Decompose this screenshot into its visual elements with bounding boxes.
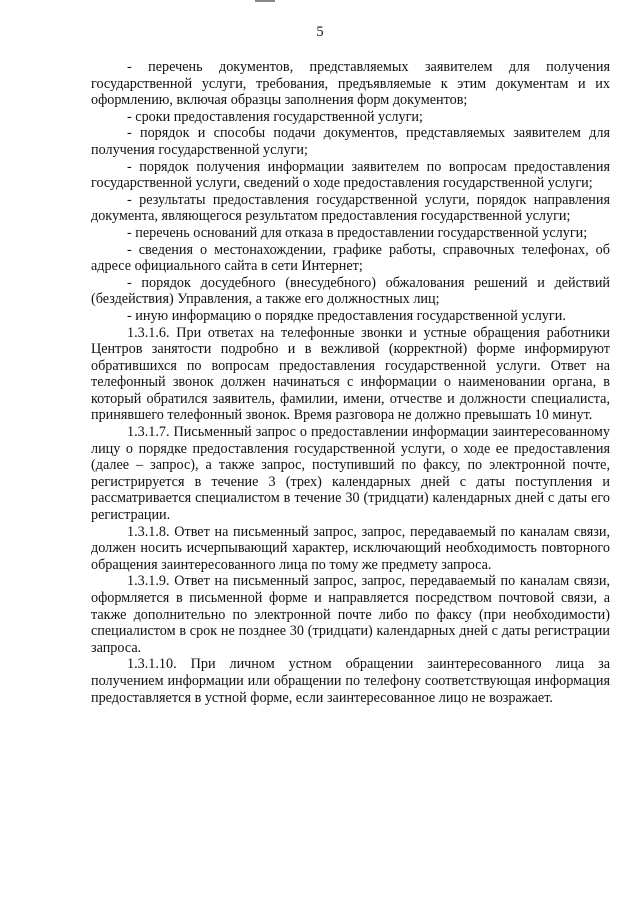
- paragraph-service-results: - результаты предоставления государственной услуги, порядок направления документа, являющегося результатом предоставления государственной услуги;: [91, 191, 610, 225]
- paragraph-submission-methods: - порядок и способы подачи документов, представляемых заявителем для получения государственной услуги;: [91, 125, 610, 158]
- top-edge-mark: [255, 0, 275, 2]
- paragraph-1-3-1-6: 1.3.1.6. При ответах на телефонные звонки и устные обращения работники Центров занятости подробно и в вежливой (корректной) форме информируют обратившихся по вопросам предоставления государственной услуги. Ответ на телефонный звонок должен начинаться с информации о наименовании органа, в который обратился заявитель, фамилии, имени, отчестве и должности специалиста, принявшего телефонный звонок. Время разговора не должно превышать 10 минут.: [91, 324, 610, 424]
- body-text: [91, 59, 610, 706]
- paragraph-information-procedure: - порядок получения информации заявителем по вопросам предоставления государственной услуги, сведений о ходе предоставления государственной услуги;: [91, 158, 610, 192]
- paragraph-1-3-1-8: 1.3.1.8. Ответ на письменный запрос, запрос, передаваемый по каналам связи, должен носить исчерпывающий характер, исключающий необходимость повторного обращения заинтересованного лица по тому же предмету запроса.: [91, 523, 610, 573]
- page-number: 5: [316, 24, 324, 40]
- paragraph-1-3-1-9: 1.3.1.9. Ответ на письменный запрос, запрос, передаваемый по каналам связи, оформляется в письменной форме и направляется посредством почтовой связи, а также дополнительно по электронной почте либо по факсу (при необходимости) специалистом в срок не позднее 30 (тридцати) календарных дней с даты регистрации запроса.: [91, 573, 610, 656]
- paragraph-contact-details: - сведения о местонахождении, графике работы, справочных телефонах, об адресе официального сайта в сети Интернет;: [91, 241, 610, 275]
- paragraph-documents-list: - перечень документов, представляемых заявителем для получения государственной услуги, требования, предъявляемые к этим документам и их оформлению, включая образцы заполнения форм документов;: [91, 59, 610, 109]
- paragraph-1-3-1-10: 1.3.1.10. При личном устном обращении заинтересованного лица за получением информации или обращении по телефону соответствующая информация предоставляется в устной форме, если заинтересованное лицо не возражает.: [91, 656, 610, 706]
- paragraph-refusal-grounds: - перечень оснований для отказа в предоставлении государственной услуги;: [127, 224, 588, 241]
- paragraph-appeal-procedure: - порядок досудебного (внесудебного) обжалования решений и действий (бездействия) Управления, а также его должностных лиц;: [91, 274, 610, 308]
- paragraph-service-terms: - сроки предоставления государственной услуги;: [127, 108, 423, 125]
- paragraph-1-3-1-7: 1.3.1.7. Письменный запрос о предоставлении информации заинтересованному лицу о порядке предоставления государственной услуги, о ходе ее предоставления (далее – запрос), а также запрос, поступивший по факсу, по электронной почте, регистрируется в течение 3 (трех) календарных дней с даты поступления и рассматривается специалистом в течение 30 (тридцати) календарных дней с даты его регистрации.: [91, 424, 610, 524]
- paragraph-other-information: - иную информацию о порядке предоставления государственной услуги.: [127, 307, 566, 324]
